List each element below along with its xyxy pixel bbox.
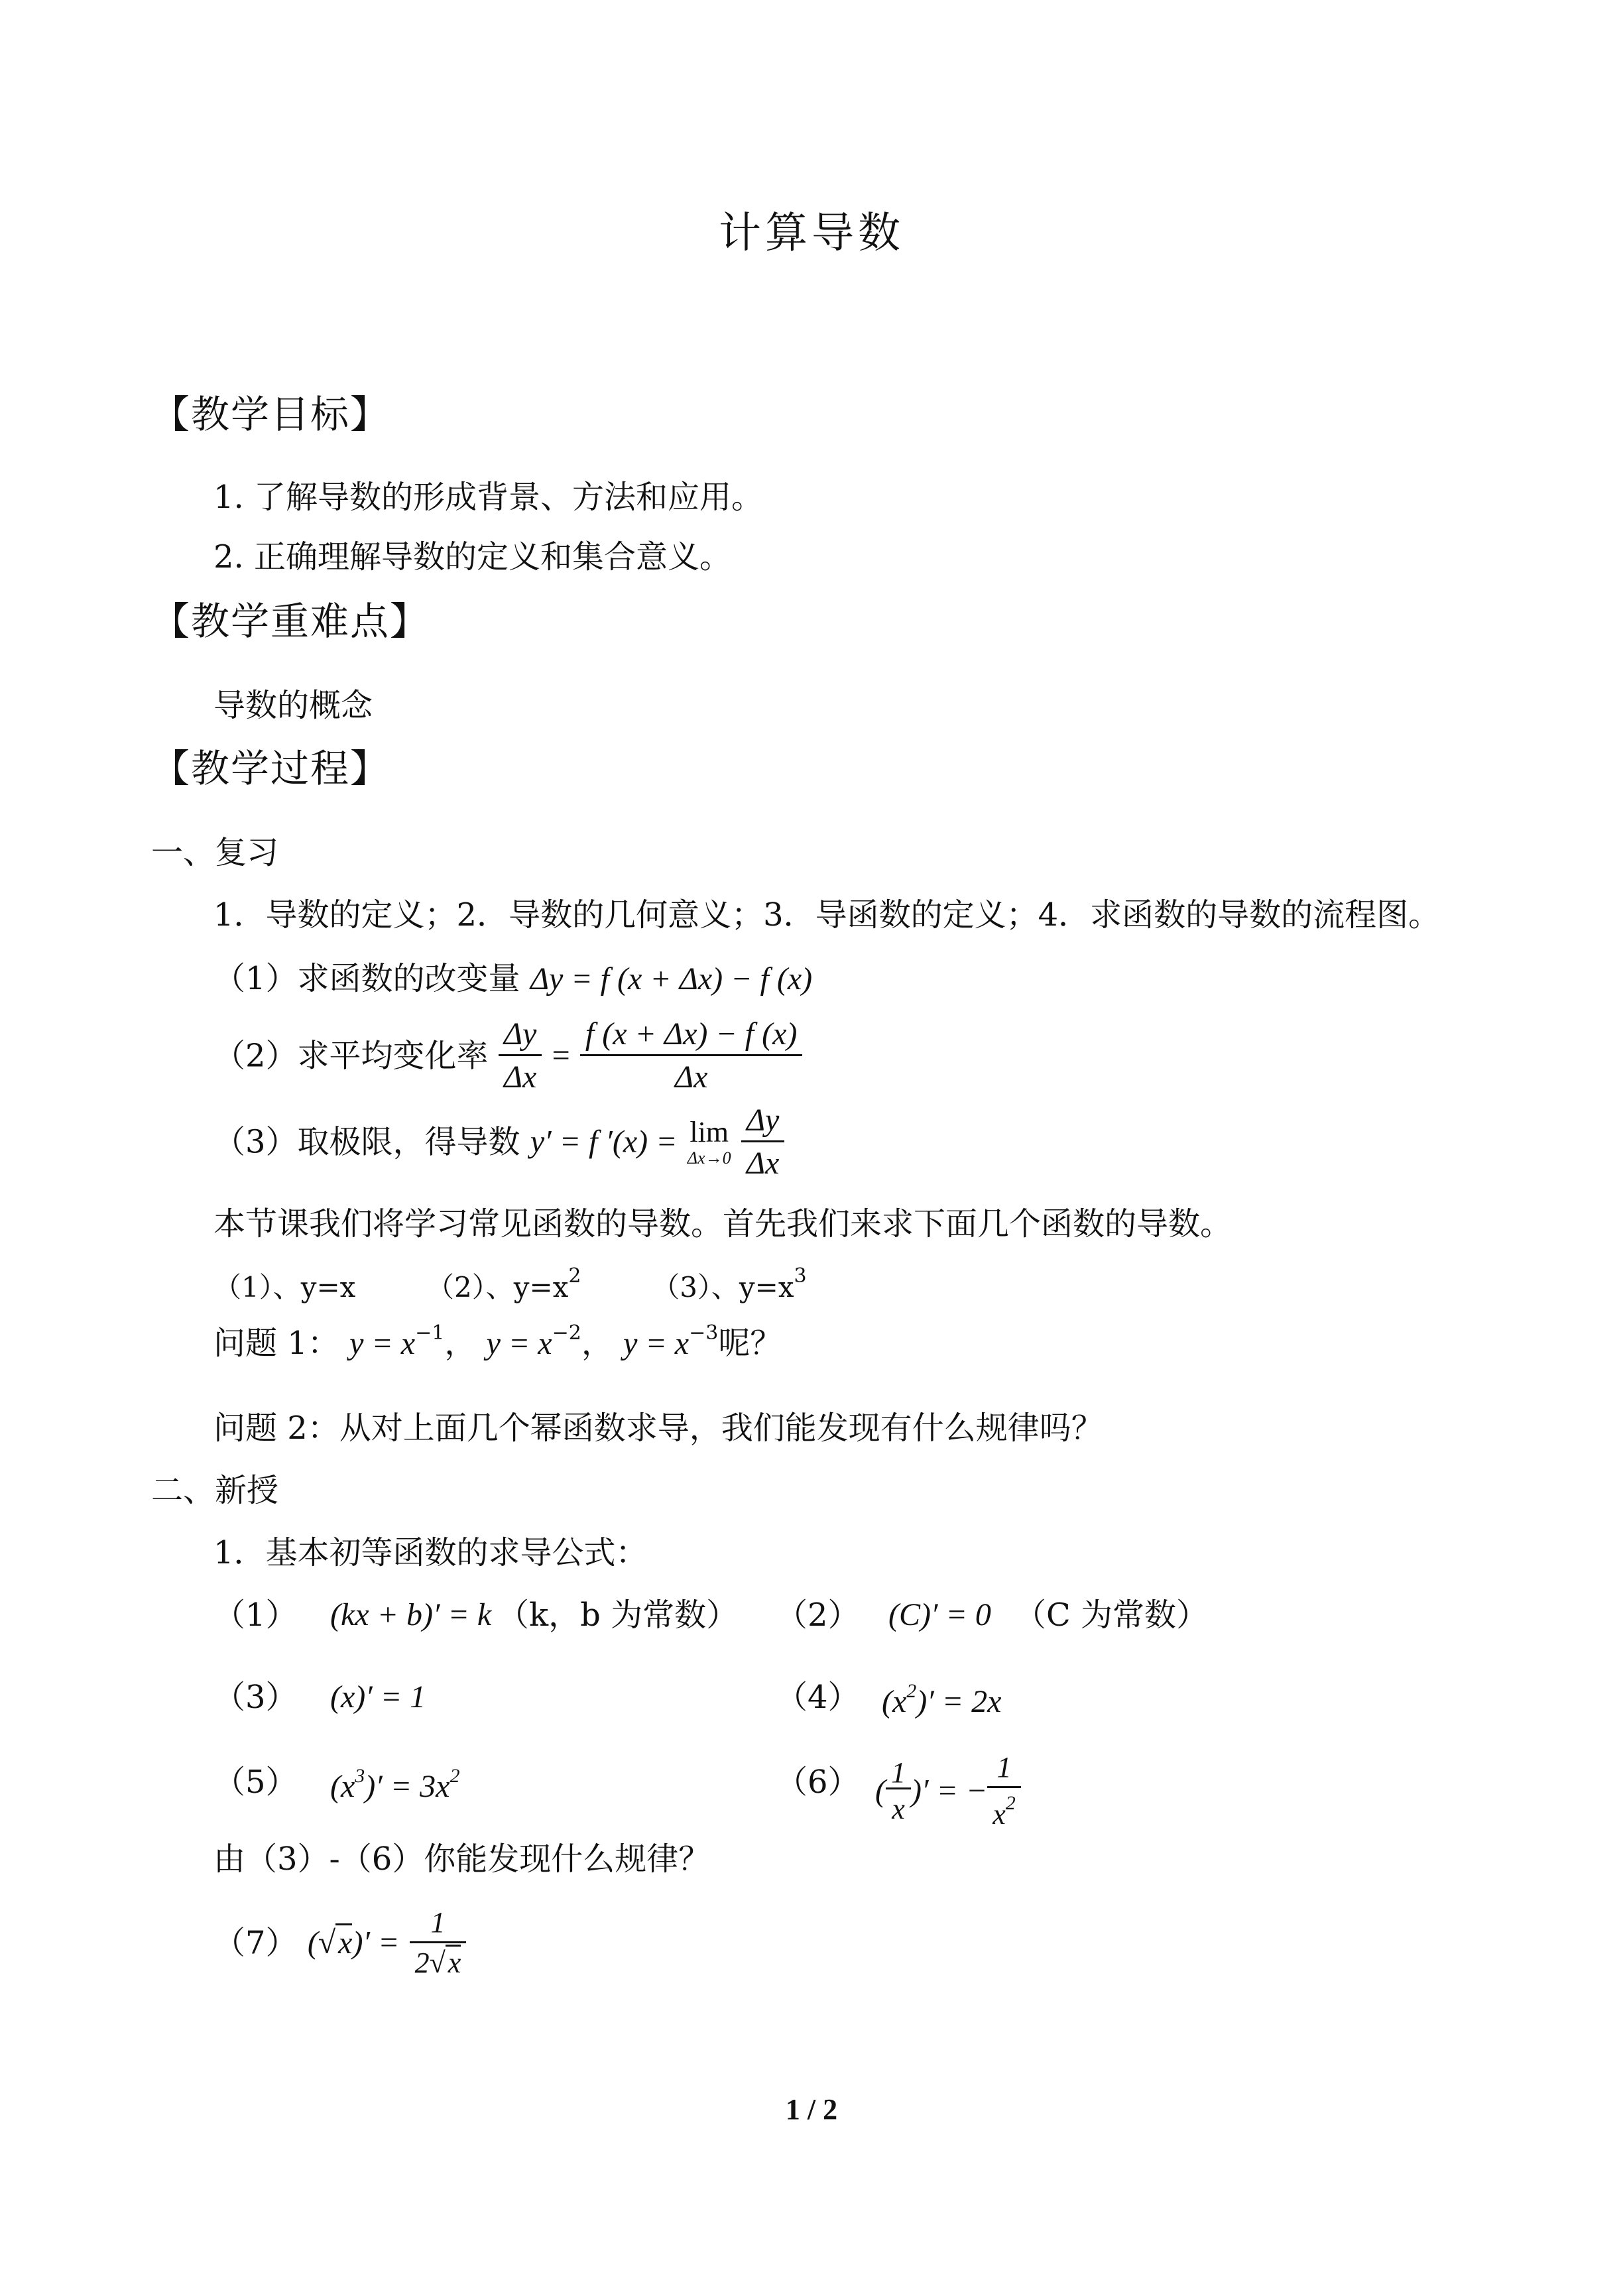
step-2-rhs-denominator: Δx [674, 1059, 708, 1095]
review-step-1 [213, 960, 813, 997]
formula-3-label: （3） [213, 1679, 298, 1716]
question-1-power-3: −3 [689, 1321, 719, 1345]
step-3-formula: y′ = f ′(x) = [530, 1124, 678, 1160]
step-3-fraction [741, 1105, 784, 1179]
page-number: 1 / 2 [785, 2093, 838, 2126]
formula-6-label: （6） [776, 1764, 860, 1801]
question-1-end: 呢？ [718, 1325, 782, 1362]
question-1-power-1: −1 [415, 1321, 445, 1345]
question-1-formula-1: y = x [349, 1326, 416, 1361]
formula-1: (kx + b)′ = k [330, 1597, 492, 1632]
formula-6: ( $\frac{1}{x}$ )′ = − $\frac{1}{x^2}$ [875, 1753, 1021, 1829]
new-section-subtitle: 1．基本初等函数的求导公式： [213, 1534, 648, 1571]
formula-4-rhs: ′ = 2x [927, 1684, 1002, 1719]
example-2-power: 2 [568, 1264, 581, 1288]
question-2: 问题 2：从对上面几个幂函数求导，我们能发现有什么规律吗？ [213, 1410, 1103, 1447]
question-1-formula-2: y = x [486, 1326, 552, 1361]
step-3-numerator: Δy [741, 1105, 784, 1142]
formula-5: $(x^3)' = 3x^2$ [330, 1765, 460, 1804]
formula-2: (C)′ = 0 [888, 1597, 991, 1632]
step-2-lhs-fraction [499, 1018, 542, 1093]
step-3-denominator: Δx [746, 1146, 780, 1181]
objective-item-2: 2. 正确理解导数的定义和集合意义。 [213, 538, 732, 575]
limit-subscript: Δx→0 [687, 1148, 731, 1168]
step-1-label: （1）求函数的改变量 [213, 960, 520, 997]
formula-1-label: （1） [213, 1597, 298, 1634]
objectives-heading: 【教学目标】 [151, 392, 391, 437]
question-1-formula-3: y = x [623, 1326, 690, 1361]
review-line-1: 1．导数的定义；2．导数的几何意义；3．导函数的定义；4．求函数的导数的流程图。 [213, 896, 1441, 934]
pattern-question: 由（3）-（6）你能发现什么规律？ [213, 1841, 711, 1878]
formula-1-note: （k，b 为常数） [497, 1597, 739, 1634]
example-2: （2）、y=x [426, 1271, 569, 1303]
review-title: 一、复习 [151, 834, 279, 871]
step-2-rhs-fraction [580, 1018, 802, 1093]
review-intro: 本节课我们将学习常见函数的导数。首先我们来求下面几个函数的导数。 [213, 1205, 1232, 1242]
step-2-label: （2）求平均变化率 [213, 1037, 489, 1075]
limit-label: lim [690, 1115, 729, 1148]
formula-7: （7） (√x)′ = $\frac{1}{2√x}$ [213, 1908, 466, 1978]
step-2-lhs-denominator: Δx [503, 1059, 537, 1095]
formula-4: $(x^2)' = 2x$ [882, 1680, 1002, 1719]
formula-5-label: （5） [213, 1764, 298, 1801]
formula-3: (x)′ = 1 [330, 1679, 426, 1715]
key-points-text: 导数的概念 [213, 687, 373, 724]
review-step-3 [213, 1105, 784, 1179]
objective-item-1: 1. 了解导数的形成背景、方法和应用。 [213, 479, 764, 516]
formula-2-note: （C 为常数） [1014, 1597, 1208, 1634]
formula-7-label: （7） [213, 1924, 298, 1962]
equals-sign: = [552, 1038, 570, 1073]
key-points-heading: 【教学重难点】 [151, 599, 430, 644]
page-title: 计算导数 [719, 209, 904, 258]
review-step-2 [213, 1018, 802, 1093]
formula-4-label: （4） [776, 1679, 860, 1716]
formula-2-label: （2） [776, 1597, 860, 1634]
step-3-label: （3）取极限，得导数 [213, 1123, 520, 1161]
step-2-lhs-numerator: Δy [499, 1018, 542, 1056]
question-1-label: 问题 1： [213, 1325, 339, 1362]
example-3: （3）、y=x [652, 1271, 794, 1303]
step-2-rhs-numerator: f (x + Δx) − f (x) [580, 1018, 802, 1056]
step-1-formula: Δy = f (x + Δx) − f (x) [530, 961, 813, 997]
question-1: 问题 1： $y = x^{-1}$， $y = x^{-2}$， $y = x^{-3}$呢？ [213, 1321, 782, 1362]
new-section-title: 二、新授 [151, 1472, 279, 1509]
formula-5-rhs: ′ = 3x [375, 1769, 450, 1804]
process-heading: 【教学过程】 [151, 746, 391, 791]
example-1: （1）、y=x [213, 1271, 356, 1303]
question-1-power-2: −2 [552, 1321, 581, 1345]
example-3-power: 3 [794, 1264, 807, 1288]
examples-row [213, 1266, 807, 1301]
limit-operator [687, 1115, 731, 1168]
